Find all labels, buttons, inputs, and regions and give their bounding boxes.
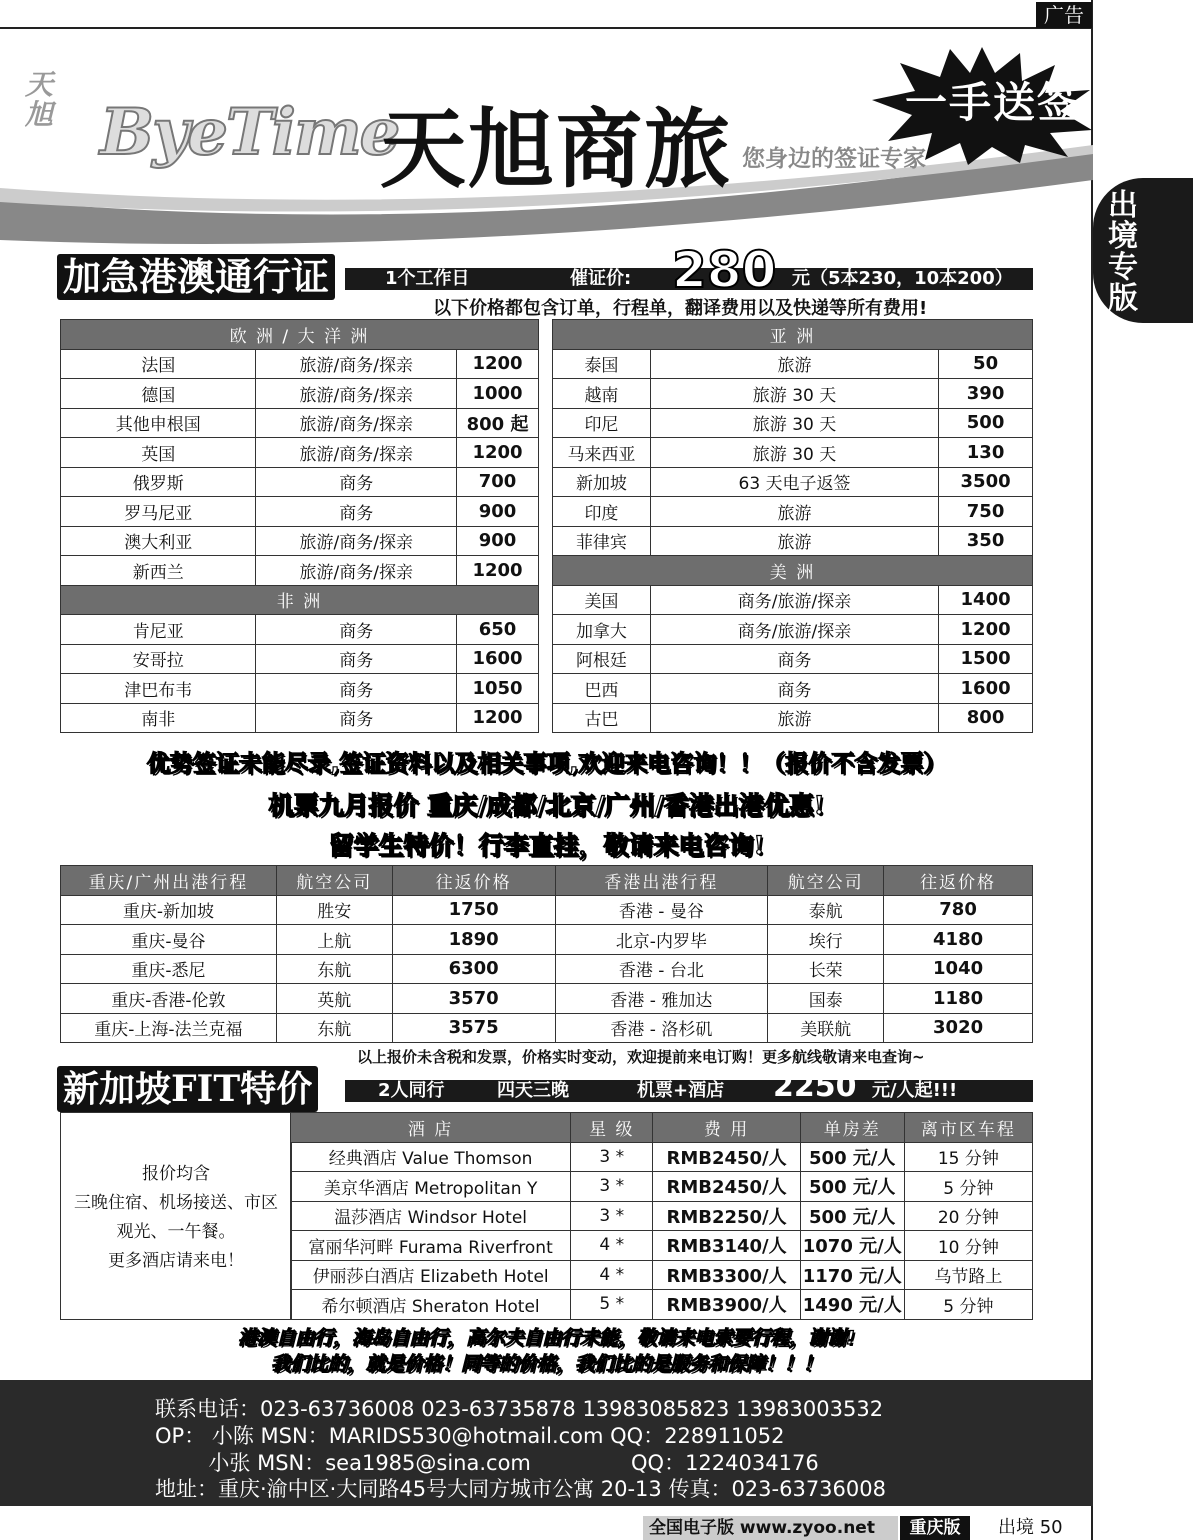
hk-note: 以下价格都包含订单，行程单，翻译费用以及快递等所有费用!	[433, 298, 928, 319]
hk-price-suffix: 元（5本230，10本200）	[792, 268, 1013, 289]
star-cell: 3 *	[571, 1201, 653, 1231]
route-cell: 重庆-上海-法兰克福	[61, 1013, 277, 1043]
single-supplement-cell: 500 元/人	[800, 1142, 904, 1172]
page-footer-region: 重庆版	[900, 1516, 970, 1540]
country-cell: 德国	[61, 379, 256, 409]
brand-slogan: 您身边的签证专家	[742, 146, 926, 172]
visa-price-cell: 50	[939, 349, 1033, 379]
america-row	[553, 644, 1033, 674]
asia-header	[553, 320, 1033, 350]
hk-section-title: 加急港澳通行证	[57, 254, 335, 300]
visa-type-cell: 旅游/商务/探亲	[256, 408, 457, 438]
europe-row	[61, 408, 539, 438]
visa-type-cell: 旅游	[650, 526, 938, 556]
hotel-price-cell: RMB2250/人	[653, 1201, 800, 1231]
hotel-price-cell: RMB3900/人	[653, 1290, 800, 1320]
fit-includes-line: 更多酒店请来电！	[108, 1251, 244, 1271]
fare-cell: 780	[884, 895, 1033, 925]
country-cell: 巴西	[553, 674, 651, 704]
single-supplement-cell: 1170 元/人	[800, 1260, 904, 1290]
hotel-column-header: 费 用	[653, 1113, 800, 1143]
hotel-name-cell: 经典酒店 Value Thomson	[291, 1142, 571, 1172]
hotel-column-header: 单房差	[800, 1113, 904, 1143]
contact-op-2: 小张 MSN：sea1985@sina.com QQ：1224034176	[155, 1451, 819, 1475]
fare-cell: 1750	[392, 895, 555, 925]
fare-cell: 3020	[884, 1013, 1033, 1043]
hotel-price-cell: RMB2450/人	[653, 1142, 800, 1172]
hotel-row	[291, 1231, 1033, 1261]
visa-price-cell: 900	[457, 526, 539, 556]
visa-type-cell: 旅游	[650, 703, 938, 733]
country-cell: 英国	[61, 438, 256, 468]
europe-row	[61, 526, 539, 556]
africa-row	[61, 644, 539, 674]
page-number: 出境 50	[998, 1517, 1063, 1538]
hotel-column-header: 酒 店	[291, 1113, 571, 1143]
airline-cell: 东航	[276, 1013, 392, 1043]
fit-includes-line: 三晚住宿、机场接送、市区	[74, 1193, 278, 1213]
star-cell: 3 *	[571, 1172, 653, 1202]
visa-type-cell: 旅游/商务/探亲	[256, 526, 457, 556]
route-cell: 北京-内罗毕	[555, 925, 768, 955]
country-cell: 印度	[553, 497, 651, 527]
fit-promo-2: 我们比的，就是价格！同等的价格，我们比的是服务和保障！！！	[270, 1353, 822, 1375]
visa-price-cell: 800	[939, 703, 1033, 733]
promo-line-3: 留学生特价！行李直挂，敬请来电咨询!	[328, 831, 765, 860]
visa-price-cell: 1500	[939, 644, 1033, 674]
visa-type-cell: 旅游/商务/探亲	[256, 379, 457, 409]
visa-price-cell: 900	[457, 497, 539, 527]
country-cell: 美国	[553, 585, 651, 615]
airline-cell: 泰航	[768, 895, 884, 925]
country-cell: 新加坡	[553, 467, 651, 497]
asia-row	[553, 408, 1033, 438]
visa-price-cell: 1600	[939, 674, 1033, 704]
europe-header-label: 欧 洲 / 大 洋 洲	[61, 320, 539, 350]
route-cell: 香港 - 台北	[555, 954, 768, 984]
visa-price-cell: 1600	[457, 644, 539, 674]
country-cell: 越南	[553, 379, 651, 409]
america-header	[553, 556, 1033, 586]
flight-row	[61, 1013, 1033, 1043]
country-cell: 古巴	[553, 703, 651, 733]
country-cell: 加拿大	[553, 615, 651, 645]
flight-column-header: 往返价格	[392, 866, 555, 896]
hotel-name-cell: 富丽华河畔 Furama Riverfront	[291, 1231, 571, 1261]
visa-type-cell: 旅游	[650, 497, 938, 527]
airline-cell: 英航	[276, 984, 392, 1014]
country-cell: 新西兰	[61, 556, 256, 586]
visa-price-cell: 3500	[939, 467, 1033, 497]
single-supplement-cell: 1070 元/人	[800, 1231, 904, 1261]
hotel-column-header: 离市区车程	[904, 1113, 1032, 1143]
america-row	[553, 674, 1033, 704]
airline-cell: 埃行	[768, 925, 884, 955]
hotel-price-cell: RMB2450/人	[653, 1172, 800, 1202]
section-tab-label: 出境专版	[1108, 188, 1138, 316]
europe-row	[61, 556, 539, 586]
route-cell: 重庆-曼谷	[61, 925, 277, 955]
visa-type-cell: 旅游 30 天	[650, 379, 938, 409]
fare-cell: 4180	[884, 925, 1033, 955]
visa-price-cell: 650	[457, 615, 539, 645]
visa-type-cell: 商务	[256, 644, 457, 674]
europe-row	[61, 379, 539, 409]
flight-row	[61, 925, 1033, 955]
airline-cell: 上航	[276, 925, 392, 955]
fit-price-suffix: 元/人起!!!	[872, 1080, 958, 1101]
asia-row	[553, 467, 1033, 497]
distance-cell: 5 分钟	[904, 1172, 1032, 1202]
flight-column-header: 航空公司	[276, 866, 392, 896]
hotel-row	[291, 1260, 1033, 1290]
hotel-name-cell: 美京华酒店 Metropolitan Y	[291, 1172, 571, 1202]
single-supplement-cell: 1490 元/人	[800, 1290, 904, 1320]
visa-price-cell: 1200	[457, 703, 539, 733]
visa-price-cell: 350	[939, 526, 1033, 556]
visa-type-cell: 商务/旅游/探亲	[650, 615, 938, 645]
visa-type-cell: 63 天电子返签	[650, 467, 938, 497]
america-row	[553, 703, 1033, 733]
visa-price-cell: 500	[939, 408, 1033, 438]
visa-type-cell: 商务	[650, 644, 938, 674]
country-cell: 印尼	[553, 408, 651, 438]
contact-phones: 联系电话：023-63736008 023-63735878 13983085823 13983003532	[155, 1397, 884, 1421]
country-cell: 肯尼亚	[61, 615, 256, 645]
hotel-name-cell: 希尔顿酒店 Sheraton Hotel	[291, 1290, 571, 1320]
single-supplement-cell: 500 元/人	[800, 1201, 904, 1231]
single-supplement-cell: 500 元/人	[800, 1172, 904, 1202]
route-cell: 重庆-悉尼	[61, 954, 277, 984]
hotel-price-cell: RMB3300/人	[653, 1260, 800, 1290]
visa-price-cell: 1400	[939, 585, 1033, 615]
route-cell: 香港 - 洛杉矶	[555, 1013, 768, 1043]
asia-row	[553, 438, 1033, 468]
fit-package: 机票+酒店	[637, 1080, 725, 1101]
country-cell: 阿根廷	[553, 644, 651, 674]
hotel-row	[291, 1172, 1033, 1202]
promo-line-1: 优势签证未能尽录,签证资料以及相关事项,欢迎来电咨询！！（报价不含发票）	[146, 751, 947, 777]
asia-row	[553, 349, 1033, 379]
fit-includes-line: 报价均含	[142, 1164, 210, 1184]
visa-table-left	[60, 319, 539, 733]
visa-price-cell: 800 起	[457, 408, 539, 438]
hk-price-label: 催证价:	[570, 268, 632, 289]
country-cell: 南非	[61, 703, 256, 733]
visa-type-cell: 商务/旅游/探亲	[650, 585, 938, 615]
fare-cell: 1890	[392, 925, 555, 955]
logo-wordmark: ByeTime	[100, 95, 399, 170]
distance-cell: 5 分钟	[904, 1290, 1032, 1320]
top-rule	[0, 27, 1093, 29]
flight-column-header: 重庆/广州出港行程	[61, 866, 277, 896]
route-cell: 重庆-新加坡	[61, 895, 277, 925]
flight-row	[61, 895, 1033, 925]
visa-price-cell: 1000	[457, 379, 539, 409]
visa-type-cell: 旅游	[650, 349, 938, 379]
hotel-price-cell: RMB3140/人	[653, 1231, 800, 1261]
fare-cell: 3570	[392, 984, 555, 1014]
visa-type-cell: 商务	[256, 467, 457, 497]
visa-price-cell: 130	[939, 438, 1033, 468]
europe-row	[61, 467, 539, 497]
hotel-table	[290, 1112, 1033, 1320]
fit-duration: 四天三晚	[497, 1080, 569, 1101]
distance-cell: 15 分钟	[904, 1142, 1032, 1172]
fit-people: 2人同行	[378, 1080, 445, 1101]
country-cell: 安哥拉	[61, 644, 256, 674]
airline-cell: 东航	[276, 954, 392, 984]
country-cell: 澳大利亚	[61, 526, 256, 556]
route-cell: 重庆-香港-伦敦	[61, 984, 277, 1014]
asia-header-label: 亚 洲	[553, 320, 1033, 350]
fit-promo-1: 港澳自由行，海岛自由行，高尔夫自由行未能，敬请来电索要行程，谢谢!	[238, 1327, 855, 1349]
asia-row	[553, 526, 1033, 556]
flight-row	[61, 954, 1033, 984]
airline-cell: 美联航	[768, 1013, 884, 1043]
country-cell: 马来西亚	[553, 438, 651, 468]
africa-row	[61, 674, 539, 704]
contact-op-1: OP： 小陈 MSN：MARIDS530@hotmail.com QQ：228911052	[155, 1424, 785, 1448]
starburst-label: 一手送签	[905, 78, 1082, 127]
africa-row	[61, 703, 539, 733]
europe-row	[61, 349, 539, 379]
africa-header-label: 非 洲	[61, 585, 539, 615]
america-header-label: 美 洲	[553, 556, 1033, 586]
visa-type-cell: 旅游/商务/探亲	[256, 556, 457, 586]
country-cell: 津巴布韦	[61, 674, 256, 704]
route-cell: 香港 - 曼谷	[555, 895, 768, 925]
country-cell: 法国	[61, 349, 256, 379]
hk-days: 1个工作日	[385, 268, 470, 289]
star-cell: 4 *	[571, 1260, 653, 1290]
visa-price-cell: 1200	[939, 615, 1033, 645]
distance-cell: 乌节路上	[904, 1260, 1032, 1290]
visa-type-cell: 商务	[256, 703, 457, 733]
page-footer-edition: 全国电子版 www.zyoo.net	[643, 1516, 898, 1540]
country-cell: 其他申根国	[61, 408, 256, 438]
flight-column-header: 航空公司	[768, 866, 884, 896]
visa-type-cell: 商务	[256, 497, 457, 527]
hotel-row	[291, 1201, 1033, 1231]
fare-cell: 6300	[392, 954, 555, 984]
fare-cell: 1180	[884, 984, 1033, 1014]
hotel-name-cell: 伊丽莎白酒店 Elizabeth Hotel	[291, 1260, 571, 1290]
visa-price-cell: 750	[939, 497, 1033, 527]
logo-small-text: 天旭	[25, 68, 54, 131]
asia-row	[553, 497, 1033, 527]
hotel-name-cell: 温莎酒店 Windsor Hotel	[291, 1201, 571, 1231]
visa-price-cell: 1200	[457, 349, 539, 379]
visa-price-cell: 700	[457, 467, 539, 497]
america-row	[553, 615, 1033, 645]
hk-price: 280	[672, 241, 777, 299]
visa-table-right	[552, 319, 1033, 733]
country-cell: 罗马尼亚	[61, 497, 256, 527]
star-cell: 5 *	[571, 1290, 653, 1320]
visa-type-cell: 商务	[650, 674, 938, 704]
america-row	[553, 585, 1033, 615]
hotel-row	[291, 1142, 1033, 1172]
fit-includes-line: 观光、一午餐。	[116, 1222, 236, 1242]
airline-cell: 国泰	[768, 984, 884, 1014]
fare-cell: 3575	[392, 1013, 555, 1043]
europe-row	[61, 497, 539, 527]
star-cell: 3 *	[571, 1142, 653, 1172]
country-cell: 菲律宾	[553, 526, 651, 556]
country-cell: 俄罗斯	[61, 467, 256, 497]
visa-type-cell: 旅游/商务/探亲	[256, 438, 457, 468]
fit-price: 2250	[773, 1069, 857, 1104]
fare-cell: 1040	[884, 954, 1033, 984]
corner-ad-tag: 广告	[1036, 2, 1092, 28]
hotel-column-header: 星 级	[571, 1113, 653, 1143]
africa-row	[61, 615, 539, 645]
visa-type-cell: 旅游/商务/探亲	[256, 349, 457, 379]
fit-section-title: 新加坡FIT特价	[57, 1066, 318, 1112]
fit-includes-text	[60, 1160, 292, 1276]
route-cell: 香港 - 雅加达	[555, 984, 768, 1014]
flight-row	[61, 984, 1033, 1014]
visa-price-cell: 390	[939, 379, 1033, 409]
star-cell: 4 *	[571, 1231, 653, 1261]
visa-price-cell: 1200	[457, 438, 539, 468]
promo-line-2: 机票九月报价 重庆/成都/北京/广州/香港出港优惠!	[268, 791, 825, 820]
europe-header	[61, 320, 539, 350]
distance-cell: 10 分钟	[904, 1231, 1032, 1261]
brand-name: 天旭商旅	[380, 100, 732, 200]
visa-type-cell: 旅游 30 天	[650, 438, 938, 468]
distance-cell: 20 分钟	[904, 1201, 1032, 1231]
flight-note: 以上报价未含税和发票，价格实时变动，欢迎提前来电订购！更多航线敬请来电查询~	[357, 1048, 925, 1066]
flight-table	[60, 865, 1033, 1043]
country-cell: 泰国	[553, 349, 651, 379]
europe-row	[61, 438, 539, 468]
visa-type-cell: 商务	[256, 674, 457, 704]
africa-header	[61, 585, 539, 615]
flight-column-header: 香港出港行程	[555, 866, 768, 896]
visa-type-cell: 旅游 30 天	[650, 408, 938, 438]
visa-price-cell: 1200	[457, 556, 539, 586]
contact-address: 地址：重庆·渝中区·大同路45号大同方城市公寓 20-13 传真：023-63736008	[155, 1477, 886, 1501]
asia-row	[553, 379, 1033, 409]
visa-type-cell: 商务	[256, 615, 457, 645]
visa-price-cell: 1050	[457, 674, 539, 704]
hotel-row	[291, 1290, 1033, 1320]
airline-cell: 胜安	[276, 895, 392, 925]
flight-column-header: 往返价格	[884, 866, 1033, 896]
airline-cell: 长荣	[768, 954, 884, 984]
